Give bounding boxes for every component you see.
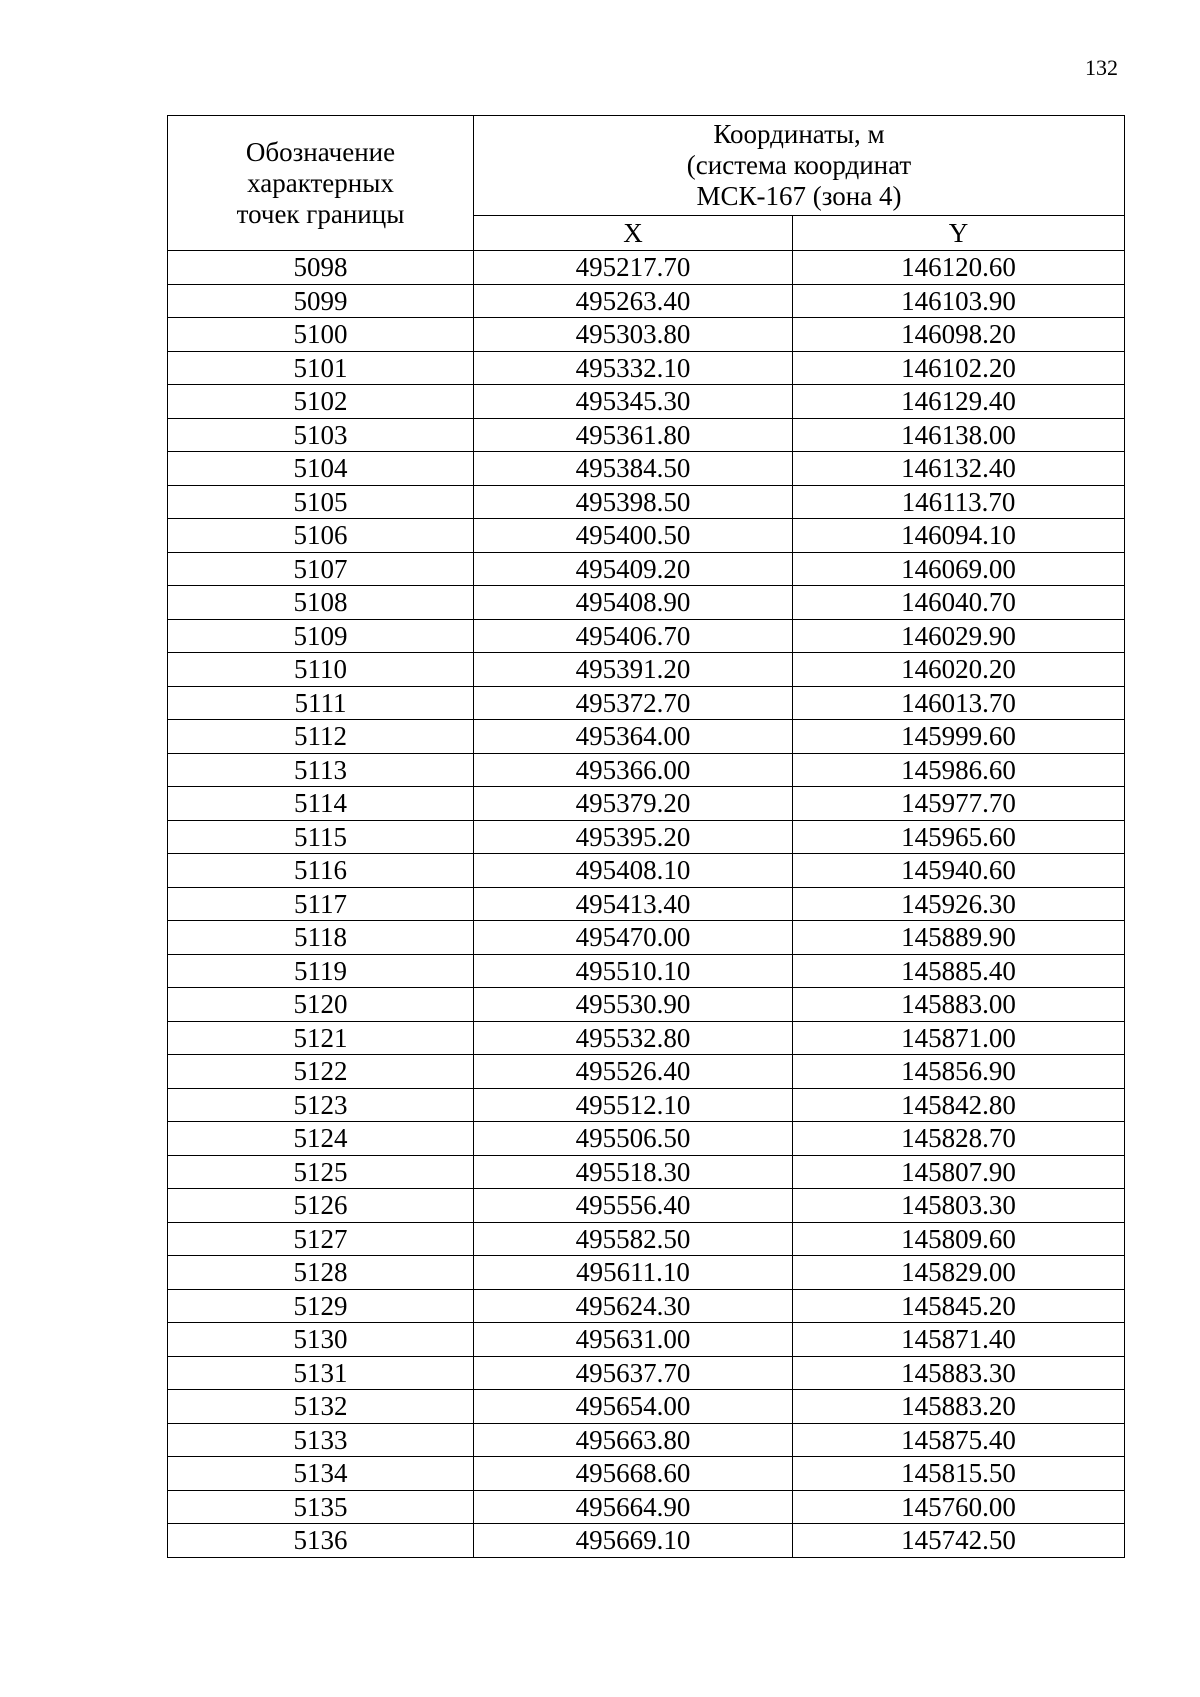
table-row [168,1457,1125,1491]
table-row [168,1490,1125,1524]
point-cell: 5115 [168,820,474,854]
y-cell: 146132.40 [793,452,1125,486]
table-row [168,854,1125,888]
page-number: 132 [1085,55,1118,80]
table-row [168,284,1125,318]
x-cell: 495384.50 [474,452,793,486]
y-column-header: Y [793,215,1125,250]
point-cell: 5119 [168,954,474,988]
point-cell: 5117 [168,887,474,921]
table-row [168,1356,1125,1390]
y-cell: 145889.90 [793,921,1125,955]
point-cell: 5126 [168,1189,474,1223]
point-cell: 5103 [168,418,474,452]
table-row [168,988,1125,1022]
table-row [168,820,1125,854]
table-row [168,1088,1125,1122]
y-cell: 145742.50 [793,1524,1125,1558]
y-cell: 146102.20 [793,351,1125,385]
point-cell: 5120 [168,988,474,1022]
y-cell: 146129.40 [793,385,1125,419]
point-cell: 5118 [168,921,474,955]
y-cell: 145829.00 [793,1256,1125,1290]
table-row [168,1055,1125,1089]
x-cell: 495391.20 [474,653,793,687]
y-cell: 145815.50 [793,1457,1125,1491]
y-cell: 145871.00 [793,1021,1125,1055]
point-cell: 5114 [168,787,474,821]
y-cell: 145965.60 [793,820,1125,854]
y-cell: 145856.90 [793,1055,1125,1089]
table-row [168,1189,1125,1223]
x-cell: 495263.40 [474,284,793,318]
table-row [168,318,1125,352]
table-row [168,720,1125,754]
x-cell: 495395.20 [474,820,793,854]
point-cell: 5098 [168,251,474,285]
x-cell: 495372.70 [474,686,793,720]
point-cell: 5101 [168,351,474,385]
x-cell: 495668.60 [474,1457,793,1491]
table-row [168,1122,1125,1156]
x-cell: 495332.10 [474,351,793,385]
point-cell: 5123 [168,1088,474,1122]
table-row [168,485,1125,519]
y-cell: 146098.20 [793,318,1125,352]
x-cell: 495582.50 [474,1222,793,1256]
point-cell: 5113 [168,753,474,787]
table-row [168,586,1125,620]
x-cell: 495408.10 [474,854,793,888]
x-cell: 495532.80 [474,1021,793,1055]
point-cell: 5116 [168,854,474,888]
y-cell: 146040.70 [793,586,1125,620]
point-cell: 5127 [168,1222,474,1256]
table-row [168,753,1125,787]
y-cell: 145875.40 [793,1423,1125,1457]
table-row [168,887,1125,921]
x-cell: 495345.30 [474,385,793,419]
x-cell: 495506.50 [474,1122,793,1156]
table-row [168,1524,1125,1558]
y-cell: 146013.70 [793,686,1125,720]
x-cell: 495406.70 [474,619,793,653]
coordinates-table [167,115,1125,1558]
point-cell: 5111 [168,686,474,720]
y-cell: 146103.90 [793,284,1125,318]
x-cell: 495413.40 [474,887,793,921]
point-label-header [168,116,474,251]
x-cell: 495518.30 [474,1155,793,1189]
y-cell: 145760.00 [793,1490,1125,1524]
point-label-line: точек границы [236,198,405,229]
table-header [168,116,1125,251]
x-cell: 495366.00 [474,753,793,787]
point-cell: 5105 [168,485,474,519]
table-row [168,686,1125,720]
table-row [168,1256,1125,1290]
y-cell: 146020.20 [793,653,1125,687]
table-row [168,351,1125,385]
point-label-line: характерных [247,167,394,198]
y-cell: 145803.30 [793,1189,1125,1223]
x-cell: 495663.80 [474,1423,793,1457]
coordinates-header [474,116,1125,216]
point-cell: 5108 [168,586,474,620]
x-cell: 495470.00 [474,921,793,955]
table-row [168,385,1125,419]
table-row [168,418,1125,452]
y-cell: 146113.70 [793,485,1125,519]
point-cell: 5110 [168,653,474,687]
table-row [168,1289,1125,1323]
x-column-header: X [474,215,793,250]
y-cell: 145940.60 [793,854,1125,888]
point-cell: 5100 [168,318,474,352]
y-cell: 146029.90 [793,619,1125,653]
y-cell: 145986.60 [793,753,1125,787]
x-cell: 495400.50 [474,519,793,553]
point-cell: 5109 [168,619,474,653]
x-cell: 495530.90 [474,988,793,1022]
y-cell: 145926.30 [793,887,1125,921]
x-cell: 495364.00 [474,720,793,754]
point-cell: 5122 [168,1055,474,1089]
y-cell: 145883.30 [793,1356,1125,1390]
point-cell: 5130 [168,1323,474,1357]
y-cell: 145883.20 [793,1390,1125,1424]
point-cell: 5121 [168,1021,474,1055]
point-cell: 5104 [168,452,474,486]
table-body [168,251,1125,1558]
point-cell: 5099 [168,284,474,318]
point-label-line: Обозначение [245,136,396,167]
y-cell: 145885.40 [793,954,1125,988]
y-cell: 145828.70 [793,1122,1125,1156]
table-row [168,1222,1125,1256]
x-cell: 495669.10 [474,1524,793,1558]
x-cell: 495624.30 [474,1289,793,1323]
x-cell: 495611.10 [474,1256,793,1290]
y-cell: 145845.20 [793,1289,1125,1323]
table-row [168,552,1125,586]
point-cell: 5132 [168,1390,474,1424]
table-row [168,1390,1125,1424]
y-cell: 145999.60 [793,720,1125,754]
x-cell: 495409.20 [474,552,793,586]
point-cell: 5106 [168,519,474,553]
point-cell: 5136 [168,1524,474,1558]
x-cell: 495398.50 [474,485,793,519]
table-row [168,619,1125,653]
table-row [168,1323,1125,1357]
x-cell: 495631.00 [474,1323,793,1357]
x-cell: 495303.80 [474,318,793,352]
x-cell: 495526.40 [474,1055,793,1089]
coords-label-line: Координаты, м [713,118,885,149]
y-cell: 146138.00 [793,418,1125,452]
y-cell: 145809.60 [793,1222,1125,1256]
x-cell: 495510.10 [474,954,793,988]
y-cell: 145871.40 [793,1323,1125,1357]
table-row [168,653,1125,687]
y-cell: 146120.60 [793,251,1125,285]
point-cell: 5131 [168,1356,474,1390]
x-cell: 495637.70 [474,1356,793,1390]
coords-label-line: (система координат [686,149,912,180]
coords-label-line: МСК-167 (зона 4) [696,180,902,211]
x-cell: 495512.10 [474,1088,793,1122]
table-row [168,921,1125,955]
table-row [168,1021,1125,1055]
point-cell: 5124 [168,1122,474,1156]
table-row [168,1155,1125,1189]
x-cell: 495654.00 [474,1390,793,1424]
y-cell: 145883.00 [793,988,1125,1022]
x-cell: 495217.70 [474,251,793,285]
point-cell: 5133 [168,1423,474,1457]
x-cell: 495664.90 [474,1490,793,1524]
point-cell: 5128 [168,1256,474,1290]
y-cell: 145842.80 [793,1088,1125,1122]
y-cell: 146069.00 [793,552,1125,586]
table-row [168,1423,1125,1457]
y-cell: 145807.90 [793,1155,1125,1189]
x-cell: 495556.40 [474,1189,793,1223]
table-row [168,954,1125,988]
point-cell: 5125 [168,1155,474,1189]
table-row [168,787,1125,821]
x-cell: 495361.80 [474,418,793,452]
x-cell: 495408.90 [474,586,793,620]
table-row [168,251,1125,285]
point-cell: 5102 [168,385,474,419]
table-row [168,452,1125,486]
point-cell: 5107 [168,552,474,586]
table-row [168,519,1125,553]
x-cell: 495379.20 [474,787,793,821]
point-cell: 5134 [168,1457,474,1491]
point-cell: 5129 [168,1289,474,1323]
point-cell: 5135 [168,1490,474,1524]
y-cell: 146094.10 [793,519,1125,553]
point-cell: 5112 [168,720,474,754]
y-cell: 145977.70 [793,787,1125,821]
